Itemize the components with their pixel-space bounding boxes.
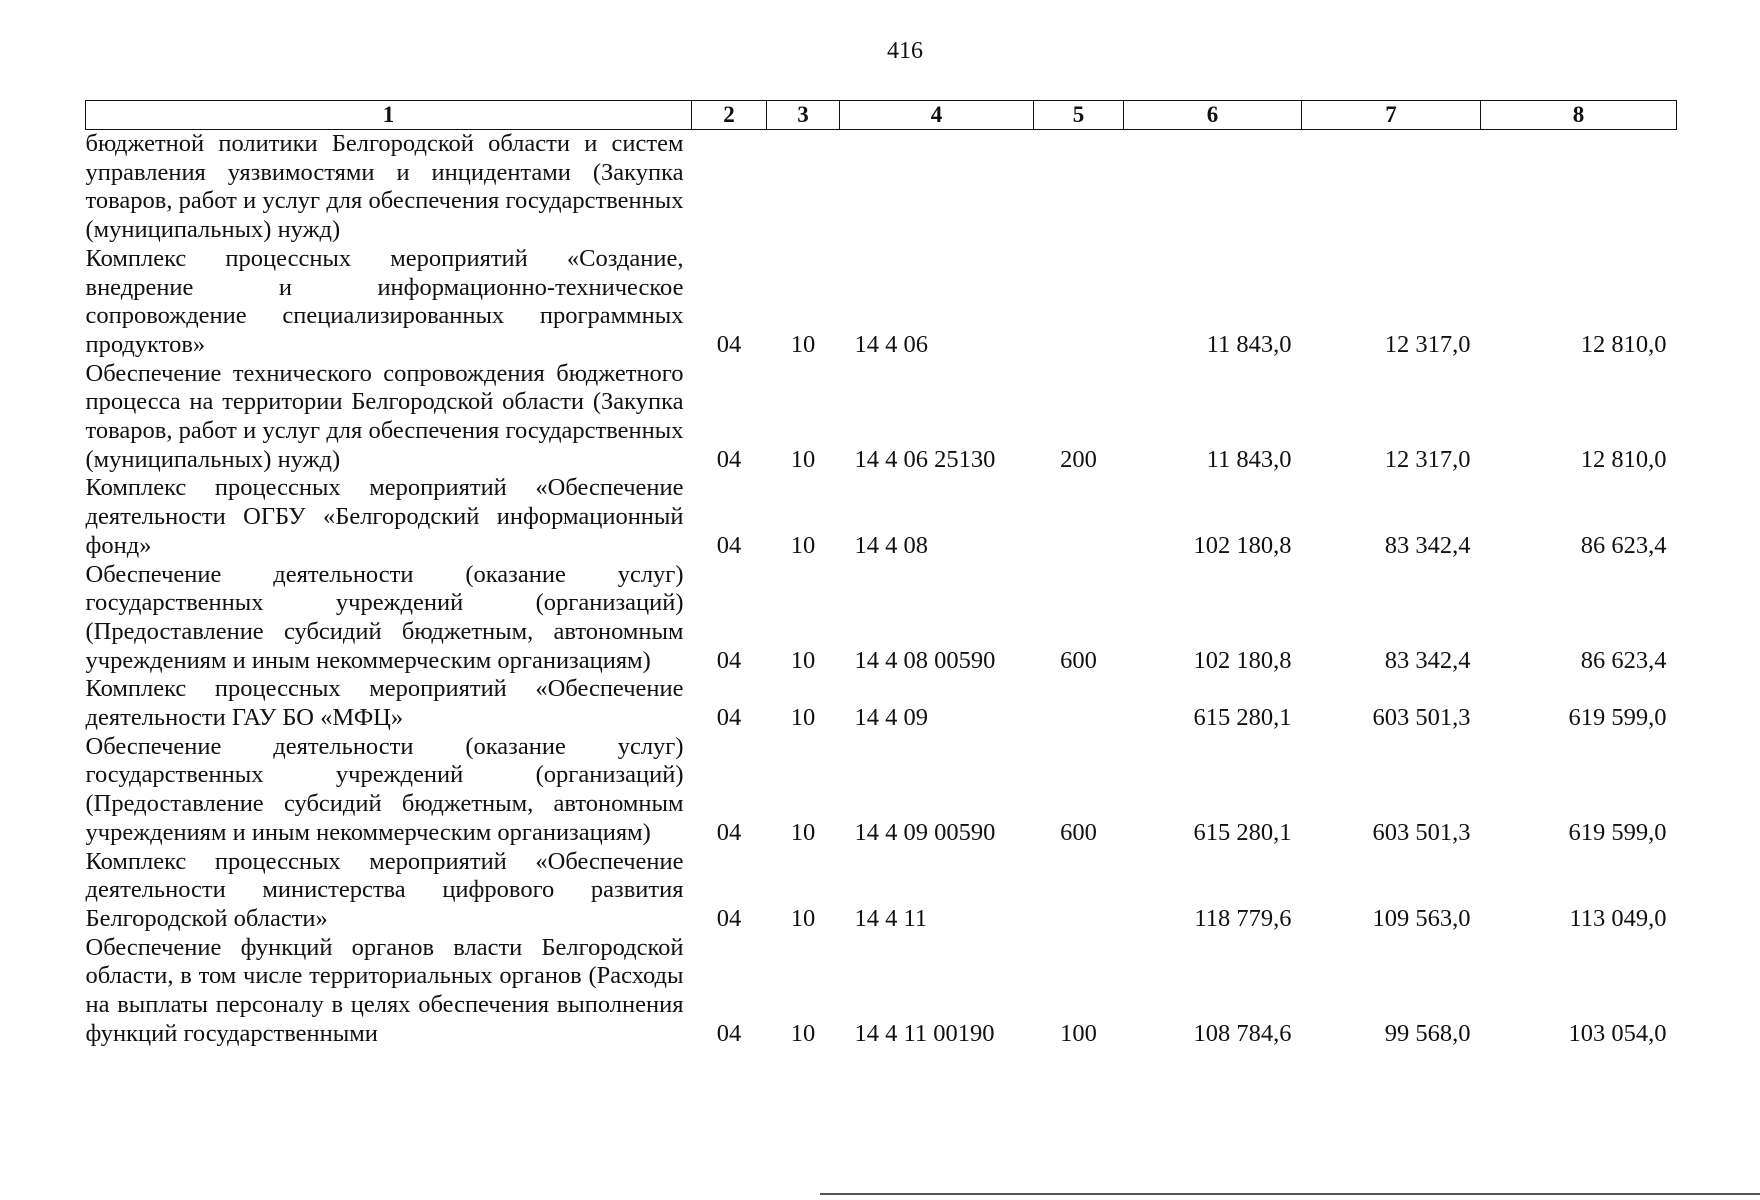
amount-column-8: 12 810,0 [1580, 330, 1667, 358]
section-code: 04 [716, 531, 742, 559]
subsection-code [767, 130, 840, 245]
target-article-code: 14 4 08 00590 [854, 646, 996, 674]
amount-column-8: 86 623,4 [1580, 531, 1667, 559]
column-header-8: 8 [1481, 101, 1677, 130]
row-description: Комплекс процессных мероприятий «Обеспечение деятельности ГАУ БО «МФЦ» [85, 675, 684, 732]
target-article-code: 14 4 09 [854, 704, 928, 732]
target-article-code: 14 4 09 00590 [854, 818, 996, 846]
expense-type-code: 100 [1060, 1019, 1097, 1047]
amount-column-6: 102 180,8 [1193, 531, 1292, 559]
target-article-code: 14 4 08 [854, 531, 928, 559]
column-header-2: 2 [692, 101, 767, 130]
subsection-code: 10 [790, 646, 816, 674]
table-row [86, 733, 1677, 848]
expense-type-code [1034, 848, 1124, 934]
amount-column-7: 603 501,3 [1372, 818, 1471, 846]
target-article-code: 14 4 11 00190 [854, 1019, 995, 1047]
row-description: Обеспечение функций органов власти Белгородской области, в том числе территориальных органов (Расходы на выплаты персоналу в целях обеспечения выполнения функций государственными [85, 933, 684, 1047]
target-article-code: 14 4 06 25130 [854, 445, 996, 473]
row-description: Обеспечение деятельности (оказание услуг) государственных учреждений (организаций) (Предоставление субсидий бюджетным, автономным учреждениям и иным некоммерческим организациям) [85, 560, 684, 674]
table-row [86, 245, 1677, 360]
row-description: Комплекс процессных мероприятий «Создание, внедрение и информационно-техническое сопровождение специализированных программных продуктов» [85, 244, 684, 358]
amount-column-7: 99 568,0 [1384, 1019, 1471, 1047]
expense-type-code [1034, 474, 1124, 560]
amount-column-7: 12 317,0 [1384, 445, 1471, 473]
section-code: 04 [716, 704, 742, 732]
subsection-code: 10 [790, 818, 816, 846]
table-row [86, 675, 1677, 732]
subsection-code: 10 [790, 1019, 816, 1047]
subsection-code: 10 [790, 704, 816, 732]
amount-column-7: 109 563,0 [1372, 904, 1471, 932]
amount-column-6: 102 180,8 [1193, 646, 1292, 674]
target-article-code: 14 4 11 [854, 904, 928, 932]
table-row [86, 848, 1677, 934]
expense-type-code [1034, 130, 1124, 245]
section-code [692, 130, 767, 245]
row-description: Комплекс процессных мероприятий «Обеспечение деятельности министерства цифрового развития Белгородской области» [85, 847, 684, 932]
amount-column-7 [1302, 130, 1481, 245]
section-code: 04 [716, 904, 742, 932]
column-header-3: 3 [767, 101, 840, 130]
budget-table [85, 100, 1677, 1049]
amount-column-8: 619 599,0 [1568, 818, 1667, 846]
row-description: Комплекс процессных мероприятий «Обеспечение деятельности ОГБУ «Белгородский информационный фонд» [85, 474, 684, 559]
page-bottom-divider [820, 1193, 1760, 1195]
row-description: Обеспечение технического сопровождения бюджетного процесса на территории Белгородской области (Закупка товаров, работ и услуг для обеспечения государственных (муниципальных) нужд) [85, 359, 684, 473]
amount-column-8 [1481, 130, 1677, 245]
column-header-5: 5 [1034, 101, 1124, 130]
amount-column-8: 86 623,4 [1580, 646, 1667, 674]
table-body [86, 130, 1677, 1049]
amount-column-8: 619 599,0 [1568, 704, 1667, 732]
expense-type-code [1034, 245, 1124, 360]
amount-column-6 [1124, 130, 1302, 245]
amount-column-7: 83 342,4 [1384, 531, 1471, 559]
amount-column-6: 11 843,0 [1206, 445, 1292, 473]
table-row [86, 360, 1677, 475]
amount-column-6: 615 280,1 [1193, 818, 1292, 846]
amount-column-8: 103 054,0 [1568, 1019, 1667, 1047]
expense-type-code [1034, 675, 1124, 732]
amount-column-6: 108 784,6 [1193, 1019, 1292, 1047]
amount-column-6: 118 779,6 [1194, 904, 1292, 932]
subsection-code: 10 [790, 445, 816, 473]
amount-column-7: 603 501,3 [1372, 704, 1471, 732]
expense-type-code: 200 [1060, 445, 1097, 473]
section-code: 04 [716, 445, 742, 473]
expense-type-code: 600 [1060, 818, 1097, 846]
amount-column-6: 11 843,0 [1206, 330, 1292, 358]
section-code: 04 [716, 646, 742, 674]
row-description: Обеспечение деятельности (оказание услуг) государственных учреждений (организаций) (Предоставление субсидий бюджетным, автономным учреждениям и иным некоммерческим организациям) [85, 732, 684, 846]
subsection-code: 10 [790, 531, 816, 559]
table-header-row [86, 101, 1677, 130]
table-row [86, 934, 1677, 1049]
amount-column-7: 12 317,0 [1384, 330, 1471, 358]
column-header-4: 4 [840, 101, 1034, 130]
page-number: 416 [887, 38, 923, 64]
row-description: бюджетной политики Белгородской области и систем управления уязвимостями и инцидентами (Закупка товаров, работ и услуг для обеспечения государственных (муниципальных) нужд) [85, 130, 684, 244]
amount-column-7: 83 342,4 [1384, 646, 1471, 674]
section-code: 04 [716, 818, 742, 846]
table-row [86, 561, 1677, 676]
amount-column-8: 113 049,0 [1569, 904, 1667, 932]
subsection-code: 10 [790, 330, 816, 358]
subsection-code: 10 [790, 904, 816, 932]
target-article-code: 14 4 06 [854, 330, 928, 358]
section-code: 04 [716, 330, 742, 358]
table-row [86, 130, 1677, 245]
amount-column-6: 615 280,1 [1193, 704, 1292, 732]
expense-type-code: 600 [1060, 646, 1097, 674]
table-row [86, 474, 1677, 560]
column-header-7: 7 [1302, 101, 1481, 130]
target-article-code [840, 130, 1034, 245]
amount-column-8: 12 810,0 [1580, 445, 1667, 473]
column-header-1: 1 [86, 101, 692, 130]
column-header-6: 6 [1124, 101, 1302, 130]
section-code: 04 [716, 1019, 742, 1047]
